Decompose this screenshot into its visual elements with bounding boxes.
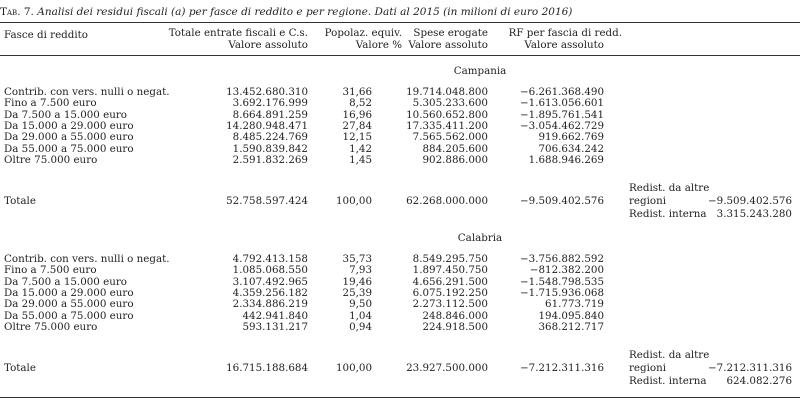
cell-spese: 7.565.562.000 [412,131,488,144]
cell-entrate: 8.664.891.259 [232,108,308,121]
cell-label: Contrib. con vers. nulli o negat. [4,253,170,265]
cell-spese: 17.335.411.200 [406,119,488,132]
cell-entrate: 1.085.068.550 [232,264,308,277]
redist-interna-value: 3.315.243.280 [716,208,792,220]
cell-entrate: 2.591.832.269 [232,153,308,166]
region-heading: Calabria [457,232,503,244]
cell-rf: −1.895.761.541 [520,108,604,121]
cell-label: Da 7.500 a 15.000 euro [4,108,127,121]
header-spese-2: Valore assoluto [408,39,488,51]
redist-interna-value: 624.082.276 [726,375,792,387]
cell-label: Da 15.000 a 29.000 euro [4,119,134,132]
total-rf: −7.212.311.316 [520,362,604,374]
top-rule [0,22,800,23]
total-entrate: 16.715.188.684 [226,362,308,374]
total-spese: 62.268.000.000 [406,195,488,207]
cell-spese: 884.205.600 [422,142,488,155]
cell-entrate: 3.107.492.965 [232,275,308,288]
cell-pop: 27,84 [342,119,372,132]
cell-rf: 706.634.242 [538,142,604,155]
cell-pop: 1,45 [349,153,372,166]
header-rf-2: Valore assoluto [524,39,604,51]
header-entrate-2: Valore assoluto [228,39,308,51]
cell-spese: 248.846.000 [422,309,488,322]
redist-altre-label: Redist. da altre [629,182,710,194]
cell-entrate: 14.280.948.471 [226,119,308,132]
cell-pop: 25,39 [342,286,372,299]
cell-pop: 19,46 [342,275,372,288]
cell-pop: 1,42 [349,142,372,155]
cell-pop: 9,50 [349,298,372,311]
bottom-rule [0,397,800,398]
redist-altre-label: Redist. da altre [629,349,710,361]
cell-label: Oltre 75.000 euro [4,153,98,166]
total-label: Totale [4,195,36,207]
redist-altre-label-2: regioni [629,195,667,207]
cell-rf: −3.054.462.729 [520,119,604,132]
cell-entrate: 3.692.176.999 [232,97,308,110]
cell-spese: 8.549.295.750 [412,253,488,265]
cell-label: Fino a 7.500 euro [4,264,97,277]
cell-pop: 16,96 [342,108,372,121]
cell-pop: 31,66 [342,86,372,98]
cell-entrate: 4.359.256.182 [232,286,308,299]
total-spese: 23.927.500.000 [406,362,488,374]
total-entrate: 52.758.597.424 [226,195,308,207]
cell-spese: 19.714.048.800 [406,86,488,98]
cell-entrate: 593.131.217 [242,320,308,333]
header-spese-1: Spese erogate [413,27,488,39]
cell-pop: 8,52 [349,97,372,110]
cell-entrate: 442.941.840 [242,309,308,322]
cell-pop: 35,73 [342,253,372,265]
table-number: Tab. 7. [0,6,34,18]
cell-rf: 368.212.717 [538,320,604,333]
cell-entrate: 1.590.839.842 [232,142,308,155]
cell-pop: 7,93 [349,264,372,277]
cell-rf: −1.613.056.601 [520,97,604,110]
cell-spese: 4.656.291.500 [412,275,488,288]
redist-altre-value: −9.509.402.576 [708,195,792,207]
cell-label: Da 29.000 a 55.000 euro [4,131,134,144]
cell-rf: −6.261.368.490 [520,86,604,98]
total-label: Totale [4,362,36,374]
cell-label: Da 7.500 a 15.000 euro [4,275,127,288]
cell-label: Da 55.000 a 75.000 euro [4,142,134,155]
redist-interna-label: Redist. interna [629,375,707,387]
cell-spese: 902.886.000 [422,153,488,166]
cell-spese: 224.918.500 [422,320,488,333]
redist-altre-value: −7.212.311.316 [708,362,792,374]
table-caption [0,6,800,18]
cell-label: Contrib. con vers. nulli o negat. [4,86,170,98]
cell-spese: 10.560.652.800 [406,108,488,121]
cell-spese: 5.305.233.600 [412,97,488,110]
header-rule [0,55,800,56]
header-pop-2: Valore % [355,39,402,51]
cell-rf: −1.548.798.535 [520,275,604,288]
redist-altre-label-2: regioni [629,362,667,374]
table-title: Analisi dei residui fiscali (a) per fasce di reddito e per regione. Dati al 2015 (in milioni di euro 2016) [37,6,573,18]
cell-entrate: 8.485.224.769 [232,131,308,144]
cell-pop: 12,15 [342,131,372,144]
cell-entrate: 2.334.886.219 [232,298,308,311]
header-pop-1: Popolaz. equiv. [324,27,402,39]
cell-rf: 61.773.719 [545,298,604,311]
cell-label: Da 55.000 a 75.000 euro [4,309,134,322]
cell-pop: 0,94 [349,320,372,333]
total-pop: 100,00 [335,195,372,207]
cell-label: Fino a 7.500 euro [4,97,97,110]
cell-rf: −3.756.882.592 [520,253,604,265]
header-rf-1: RF per fascia di redd. [508,27,622,39]
header-entrate-1: Totale entrate fiscali e C.s. [168,27,308,39]
cell-spese: 6.075.192.250 [412,286,488,299]
total-pop: 100,00 [335,362,372,374]
cell-pop: 1,04 [349,309,372,322]
cell-spese: 2.273.112.500 [412,298,488,311]
cell-rf: 919.662.769 [538,131,604,144]
cell-rf: 194.095.840 [538,309,604,322]
cell-label: Da 15.000 a 29.000 euro [4,286,134,299]
cell-rf: −812.382.200 [529,264,604,277]
cell-rf: −1.715.936.068 [520,286,604,299]
cell-spese: 1.897.450.750 [412,264,488,277]
cell-rf: 1.688.946.269 [528,153,604,166]
cell-entrate: 13.452.680.310 [226,86,308,98]
redist-interna-label: Redist. interna [629,208,707,220]
cell-entrate: 4.792.413.158 [232,253,308,265]
total-rf: −9.509.402.576 [520,195,604,207]
cell-label: Da 29.000 a 55.000 euro [4,298,134,311]
region-heading: Campania [453,65,507,77]
header-fasce: Fasce di reddito [4,29,88,41]
cell-label: Oltre 75.000 euro [4,320,98,333]
